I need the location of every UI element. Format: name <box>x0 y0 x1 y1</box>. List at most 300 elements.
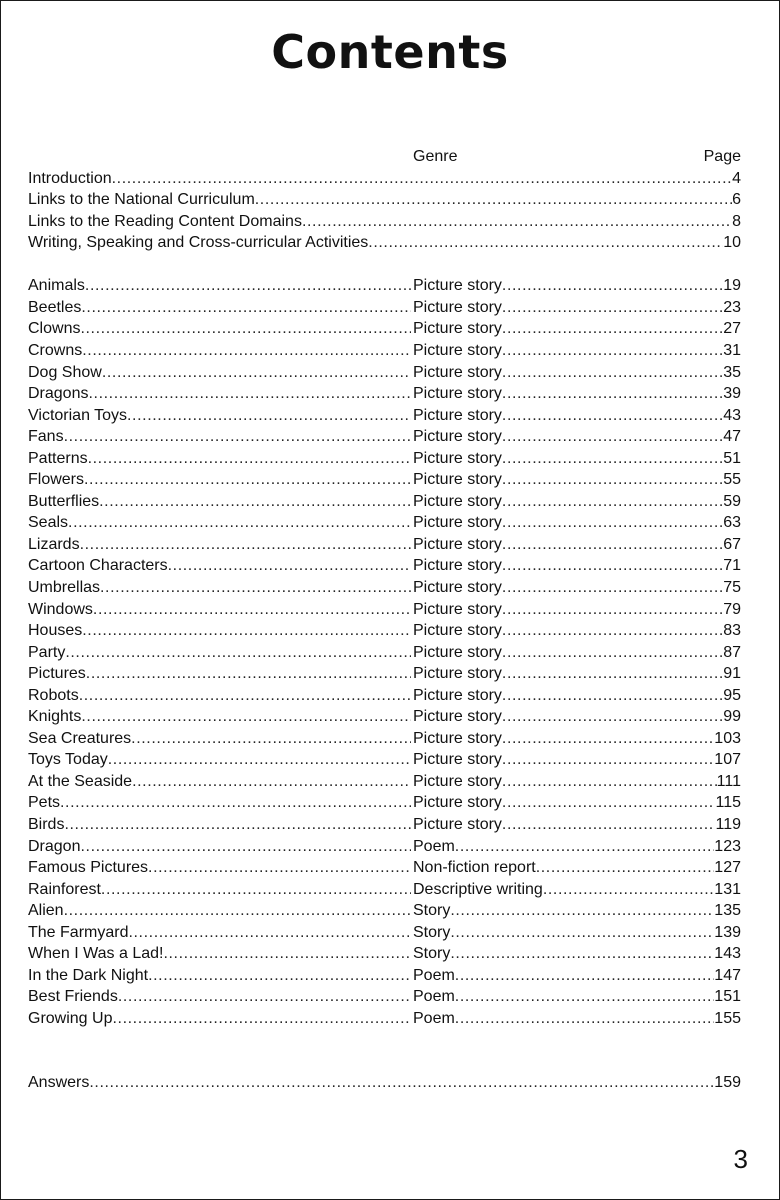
entry-title-text: Windows <box>28 599 93 621</box>
entry-title-text: Introduction <box>28 168 112 190</box>
page-ref: 19 <box>723 277 741 295</box>
page-ref: 95 <box>723 686 741 704</box>
dot-leader <box>502 469 723 491</box>
entry-title-text: Flowers <box>28 469 84 491</box>
dot-leader <box>502 448 723 470</box>
entry-title-text: Victorian Toys <box>28 405 127 427</box>
table-of-contents <box>28 146 741 1094</box>
toc-row <box>28 965 741 987</box>
entry-title-text: Clowns <box>28 318 80 340</box>
entry-title <box>28 469 411 491</box>
entry-title-text: Dog Show <box>28 362 102 384</box>
dot-leader <box>502 534 723 556</box>
toc-row <box>28 943 741 965</box>
entry-title-text: Famous Pictures <box>28 857 148 879</box>
entry-title <box>28 792 411 814</box>
entry-title-text: Dragons <box>28 383 88 405</box>
toc-row <box>28 879 741 901</box>
dot-leader <box>502 297 723 319</box>
entries-list <box>28 275 741 1029</box>
page-ref: 47 <box>723 428 741 446</box>
dot-leader <box>82 340 411 362</box>
page-ref: 83 <box>723 622 741 640</box>
entry-title <box>28 749 411 771</box>
genre-header: Genre <box>413 148 458 165</box>
dot-leader <box>502 362 723 384</box>
toc-row <box>28 362 741 384</box>
dot-leader <box>502 491 723 513</box>
entry-genre-text: Picture story <box>413 642 502 664</box>
entry-title <box>28 663 411 685</box>
dot-leader <box>128 922 411 944</box>
toc-row <box>28 857 741 879</box>
dot-leader <box>455 986 715 1008</box>
page-ref: 103 <box>714 729 741 747</box>
dot-leader <box>65 642 411 664</box>
entry-genre <box>413 965 741 987</box>
entry-title-text: Robots <box>28 685 79 707</box>
entry-genre-text: Picture story <box>413 555 502 577</box>
dot-leader <box>543 879 714 901</box>
dot-leader <box>502 749 714 771</box>
entry-title-text: Cartoon Characters <box>28 555 168 577</box>
page-number: 3 <box>733 1144 748 1174</box>
entry-title-text: Fans <box>28 426 64 448</box>
entry-title <box>28 362 411 384</box>
page-ref: 10 <box>723 234 741 252</box>
page-ref: 59 <box>723 492 741 510</box>
entry-genre <box>413 426 741 448</box>
dot-leader <box>502 663 723 685</box>
entry-genre <box>413 448 741 470</box>
entry-genre <box>413 986 741 1008</box>
dot-leader <box>60 792 411 814</box>
page-ref: 147 <box>714 966 741 984</box>
entry-genre <box>413 620 741 642</box>
entry-genre <box>413 900 741 922</box>
dot-leader <box>536 857 715 879</box>
toc-row <box>28 318 741 340</box>
toc-row <box>28 383 741 405</box>
entry-genre-text: Picture story <box>413 383 502 405</box>
dot-leader <box>255 189 732 211</box>
entry-genre-text: Picture story <box>413 534 502 556</box>
entry-genre <box>413 728 741 750</box>
entry-genre <box>413 685 741 707</box>
entry-genre <box>413 642 741 664</box>
dot-leader <box>502 383 723 405</box>
entry-title <box>28 836 411 858</box>
page-ref: 115 <box>715 794 741 812</box>
entry-genre-text: Picture story <box>413 706 502 728</box>
dot-leader <box>502 340 723 362</box>
entry-title <box>28 577 411 599</box>
entry-genre <box>413 362 741 384</box>
entry-title <box>28 685 411 707</box>
entry-title-text: In the Dark Night <box>28 965 148 987</box>
toc-row <box>28 685 741 707</box>
entry-title-text: Toys Today <box>28 749 108 771</box>
dot-leader <box>502 426 723 448</box>
dot-leader <box>502 555 723 577</box>
dot-leader <box>93 599 411 621</box>
dot-leader <box>64 426 411 448</box>
dot-leader <box>108 749 411 771</box>
entry-genre-text: Picture story <box>413 340 502 362</box>
entry-genre-text: Picture story <box>413 448 502 470</box>
entry-genre <box>413 491 741 513</box>
toc-row <box>28 534 741 556</box>
page-ref: 79 <box>723 600 741 618</box>
entry-genre <box>413 771 741 793</box>
dot-leader <box>302 211 732 233</box>
entry-title-text: Party <box>28 642 65 664</box>
dot-leader <box>502 792 716 814</box>
entry-genre <box>413 749 741 771</box>
page-ref: 31 <box>723 341 741 359</box>
entry-title <box>28 1008 411 1030</box>
dot-leader <box>102 362 411 384</box>
toc-row <box>28 577 741 599</box>
entry-genre <box>413 1008 741 1030</box>
entry-genre <box>413 663 741 685</box>
toc-row <box>28 469 741 491</box>
entry-genre <box>413 383 741 405</box>
dot-leader <box>368 232 723 254</box>
entry-title <box>28 211 741 233</box>
entry-genre <box>413 943 741 965</box>
dot-leader <box>450 922 714 944</box>
toc-row <box>28 814 741 836</box>
entry-title-text: Lizards <box>28 534 80 556</box>
page-ref: 43 <box>723 406 741 424</box>
toc-row <box>28 771 741 793</box>
entry-title-text: Houses <box>28 620 82 642</box>
toc-row <box>28 1008 741 1030</box>
entry-title <box>28 168 741 190</box>
toc-row <box>28 663 741 685</box>
entry-genre-text: Poem <box>413 986 455 1008</box>
entry-genre-text: Picture story <box>413 362 502 384</box>
entry-title <box>28 922 411 944</box>
entry-title <box>28 426 411 448</box>
entry-genre-text: Poem <box>413 836 455 858</box>
dot-leader <box>148 965 411 987</box>
dot-leader <box>163 943 411 965</box>
entry-genre-text: Poem <box>413 1008 455 1030</box>
page-ref: 139 <box>714 923 741 941</box>
entry-genre-text: Picture story <box>413 491 502 513</box>
entry-genre <box>413 836 741 858</box>
toc-row <box>28 491 741 513</box>
entry-title-text: When I Was a Lad! <box>28 943 163 965</box>
page-ref: 4 <box>732 169 741 187</box>
entry-genre-text: Non-fiction report <box>413 857 536 879</box>
page-ref: 39 <box>723 385 741 403</box>
entry-genre-text: Picture story <box>413 599 502 621</box>
toc-row <box>28 340 741 362</box>
entry-title <box>28 728 411 750</box>
page-ref: 151 <box>714 988 741 1006</box>
toc-row <box>28 836 741 858</box>
entry-title <box>28 900 411 922</box>
entry-title <box>28 405 411 427</box>
entry-genre-text: Picture story <box>413 814 502 836</box>
entry-genre-text: Picture story <box>413 749 502 771</box>
toc-row <box>28 922 741 944</box>
dot-leader <box>112 168 732 190</box>
dot-leader <box>455 1008 715 1030</box>
dot-leader <box>450 900 714 922</box>
page-ref: 55 <box>723 471 741 489</box>
entry-genre-text: Story <box>413 943 450 965</box>
entry-title-text: The Farmyard <box>28 922 128 944</box>
entry-title <box>28 297 411 319</box>
dot-leader <box>100 577 411 599</box>
dot-leader <box>68 512 411 534</box>
dot-leader <box>502 512 723 534</box>
dot-leader <box>502 685 723 707</box>
dot-leader <box>64 900 411 922</box>
entry-title <box>28 383 411 405</box>
entry-genre <box>413 814 741 836</box>
dot-leader <box>502 318 723 340</box>
dot-leader <box>112 1008 411 1030</box>
entry-genre-text: Story <box>413 922 450 944</box>
entry-title-text: Links to the National Curriculum <box>28 189 255 211</box>
toc-row <box>28 620 741 642</box>
entry-genre-text: Picture story <box>413 275 502 297</box>
toc-row <box>28 792 741 814</box>
entry-genre-text: Picture story <box>413 728 502 750</box>
entry-genre-text: Picture story <box>413 771 502 793</box>
entry-title <box>28 1072 741 1094</box>
entry-genre-text: Descriptive writing <box>413 879 543 901</box>
dot-leader <box>82 620 411 642</box>
entry-title-text: Seals <box>28 512 68 534</box>
page-ref: 67 <box>723 535 741 553</box>
entry-title-text: Birds <box>28 814 64 836</box>
toc-row <box>28 512 741 534</box>
page-ref: 135 <box>714 902 741 920</box>
entry-genre <box>413 469 741 491</box>
entry-title-text: Rainforest <box>28 879 101 901</box>
page-ref: 91 <box>723 665 741 683</box>
dot-leader <box>132 771 411 793</box>
entry-title-text: Pets <box>28 792 60 814</box>
entry-title <box>28 943 411 965</box>
toc-row <box>28 275 741 297</box>
page-ref: 127 <box>714 859 741 877</box>
dot-leader <box>99 491 411 513</box>
page-ref: 119 <box>715 816 741 833</box>
entry-genre-text: Picture story <box>413 663 502 685</box>
dot-leader <box>85 275 411 297</box>
page-ref: 51 <box>723 449 741 467</box>
toc-row <box>28 642 741 664</box>
dot-leader <box>502 620 723 642</box>
entry-genre <box>413 857 741 879</box>
entry-title <box>28 642 411 664</box>
entry-genre <box>413 512 741 534</box>
page-ref: 159 <box>714 1074 741 1092</box>
dot-leader <box>502 771 717 793</box>
entry-title <box>28 771 411 793</box>
entry-genre-text: Picture story <box>413 318 502 340</box>
entry-title-text: Alien <box>28 900 64 922</box>
dot-leader <box>89 1072 714 1094</box>
entry-genre <box>413 577 741 599</box>
toc-row <box>28 900 741 922</box>
page-ref: 63 <box>723 514 741 532</box>
page-ref: 111 <box>716 772 741 790</box>
back-matter-list <box>28 1072 741 1094</box>
dot-leader <box>80 836 411 858</box>
page-ref: 87 <box>723 643 741 661</box>
entry-title <box>28 275 411 297</box>
dot-leader <box>502 814 716 836</box>
toc-row <box>28 168 741 190</box>
entry-title-text: Growing Up <box>28 1008 112 1030</box>
toc-row <box>28 426 741 448</box>
entry-title <box>28 512 411 534</box>
entry-genre <box>413 340 741 362</box>
entry-genre-text: Picture story <box>413 620 502 642</box>
dot-leader <box>131 728 411 750</box>
entry-genre-text: Picture story <box>413 405 502 427</box>
dot-leader <box>80 318 411 340</box>
page-ref: 107 <box>714 751 741 769</box>
page-ref: 143 <box>714 945 741 963</box>
dot-leader <box>86 663 411 685</box>
entry-title <box>28 491 411 513</box>
entry-genre <box>413 318 741 340</box>
entry-title <box>28 534 411 556</box>
dot-leader <box>502 275 723 297</box>
toc-row <box>28 189 741 211</box>
entry-title <box>28 599 411 621</box>
page-ref: 71 <box>723 557 741 575</box>
dot-leader <box>88 383 411 405</box>
entry-title <box>28 986 411 1008</box>
page-ref: 75 <box>723 578 741 596</box>
entry-title-text: At the Seaside <box>28 771 132 793</box>
entry-genre <box>413 922 741 944</box>
dot-leader <box>502 642 723 664</box>
entry-genre <box>413 792 741 814</box>
entry-title-text: Pictures <box>28 663 86 685</box>
dot-leader <box>502 599 723 621</box>
toc-row <box>28 405 741 427</box>
entry-title <box>28 340 411 362</box>
entry-genre <box>413 297 741 319</box>
entry-genre-text: Picture story <box>413 577 502 599</box>
entry-title <box>28 879 411 901</box>
page-ref: 6 <box>732 191 741 209</box>
dot-leader <box>502 706 723 728</box>
toc-row <box>28 599 741 621</box>
page-title: Contents <box>271 25 509 79</box>
entry-title-text: Animals <box>28 275 85 297</box>
dot-leader <box>118 986 411 1008</box>
dot-leader <box>455 836 715 858</box>
toc-row <box>28 211 741 233</box>
dot-leader <box>127 405 411 427</box>
page-ref: 123 <box>714 837 741 855</box>
entry-genre-text: Picture story <box>413 792 502 814</box>
entry-title-text: Butterflies <box>28 491 99 513</box>
entry-genre <box>413 599 741 621</box>
toc-row <box>28 706 741 728</box>
toc-row <box>28 448 741 470</box>
toc-row <box>28 749 741 771</box>
entry-title <box>28 232 741 254</box>
entry-title <box>28 706 411 728</box>
entry-genre-text: Picture story <box>413 512 502 534</box>
entry-genre <box>413 405 741 427</box>
entry-genre-text: Picture story <box>413 297 502 319</box>
entry-title <box>28 814 411 836</box>
toc-row <box>28 232 741 254</box>
entry-title <box>28 448 411 470</box>
entry-title-text: Writing, Speaking and Cross-curricular Activities <box>28 232 368 254</box>
entry-title-text: Best Friends <box>28 986 118 1008</box>
entry-title <box>28 857 411 879</box>
toc-row <box>28 728 741 750</box>
entry-genre <box>413 534 741 556</box>
entry-title-text: Sea Creatures <box>28 728 131 750</box>
dot-leader <box>148 857 411 879</box>
entry-genre-text: Picture story <box>413 685 502 707</box>
entry-title <box>28 318 411 340</box>
page-ref: 131 <box>714 880 741 898</box>
dot-leader <box>101 879 411 901</box>
toc-row <box>28 297 741 319</box>
dot-leader <box>88 448 411 470</box>
dot-leader <box>80 534 411 556</box>
dot-leader <box>450 943 714 965</box>
entry-title-text: Umbrellas <box>28 577 100 599</box>
entry-title-text: Beetles <box>28 297 81 319</box>
dot-leader <box>81 297 411 319</box>
page-header: Page <box>703 148 741 165</box>
entry-title-text: Answers <box>28 1072 89 1094</box>
page-ref: 35 <box>723 363 741 381</box>
dot-leader <box>168 555 411 577</box>
dot-leader <box>84 469 411 491</box>
entry-title-text: Knights <box>28 706 81 728</box>
dot-leader <box>79 685 411 707</box>
entry-genre <box>413 706 741 728</box>
entry-genre-text: Story <box>413 900 450 922</box>
column-headers <box>28 146 741 168</box>
front-matter-list <box>28 168 741 254</box>
entry-title <box>28 965 411 987</box>
entry-genre <box>413 879 741 901</box>
page-ref: 155 <box>714 1009 741 1027</box>
entry-title <box>28 189 741 211</box>
page-ref: 8 <box>732 212 741 230</box>
toc-row <box>28 1072 741 1094</box>
entry-genre-text: Picture story <box>413 469 502 491</box>
dot-leader <box>502 405 723 427</box>
entry-title-text: Crowns <box>28 340 82 362</box>
entry-title <box>28 555 411 577</box>
dot-leader <box>502 728 714 750</box>
dot-leader <box>81 706 411 728</box>
entry-genre <box>413 275 741 297</box>
entry-title-text: Links to the Reading Content Domains <box>28 211 302 233</box>
